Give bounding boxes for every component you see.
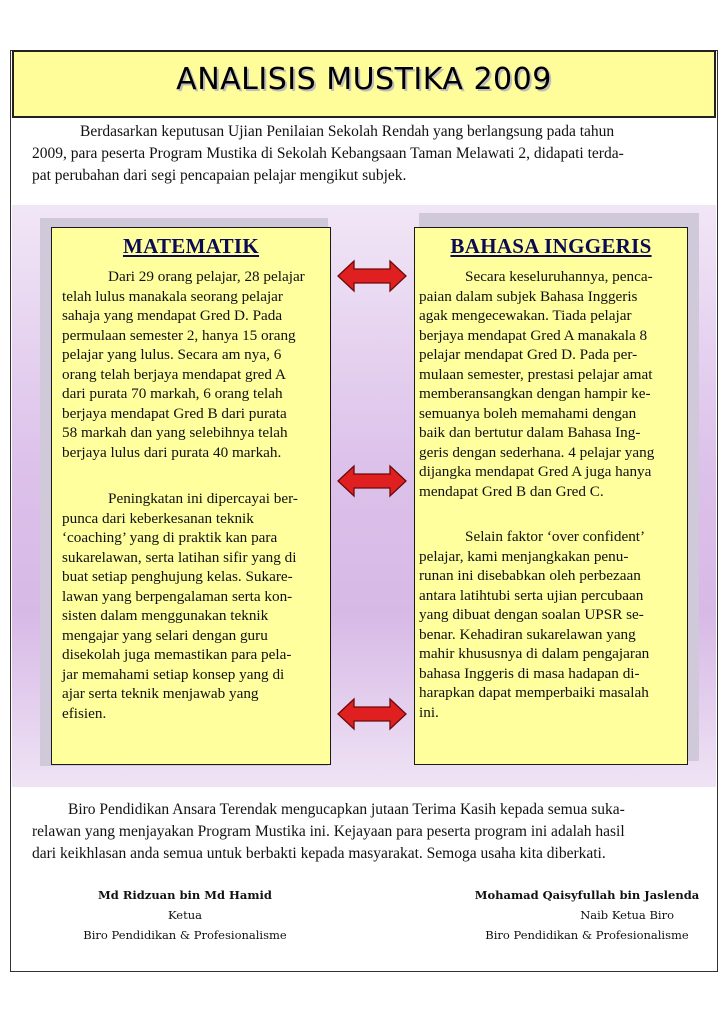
title-banner [12,50,716,118]
matematik-p1-line: permulaan semester 2, hanya 15 orang [62,326,296,344]
bahasa-p1-line: baik dan bertutur dalam Bahasa Ing- [419,424,641,441]
signature-left-role: Ketua [168,908,202,922]
bahasa-p1-line: mulaan semester, prestasi pelajar amat [419,365,653,383]
matematik-p2-line: Peningkatan ini dipercayai ber- [108,490,298,507]
bahasa-p2-line: mahir khususnya di dalam pengajaran [419,645,650,662]
matematik-p2-line: lawan yang berpengalaman serta kon- [62,587,293,605]
bahasa-p1-line: memberansangkan dengan hampir ke- [419,385,651,402]
matematik-p2-line: ajar serta teknik menjawab yang [62,685,259,702]
bahasa-heading: BAHASA INGGERIS [450,234,652,258]
bahasa-p2-line: runan ini disebabkan oleh perbezaan [419,567,641,584]
double-arrow-icon [336,696,408,732]
bahasa-paragraph-2 [415,527,687,722]
bahasa-p1-line: pelajar mendapat Gred D. Pada per- [419,346,638,363]
bahasa-p2-line: antara latihtubi serta ujian percubaan [419,586,644,604]
intro-line-1: Berdasarkan keputusan Ujian Penilaian Sekolah Rendah yang berlangsung pada tahun [80,123,615,140]
matematik-p1-line: berjaya lulus dari purata 40 markah. [62,443,282,461]
intro-line-3: pat perubahan dari segi pencapaian pelajar mengikut subjek. [32,167,407,184]
signature-right [462,888,712,942]
signature-right-name: Mohamad Qaisyfullah bin Jaslenda [474,888,700,902]
double-arrow-icon [336,258,408,294]
matematik-paragraph-2 [52,489,330,723]
bahasa-p2-line: bahasa Inggeris di masa hadapan di- [419,664,640,682]
matematik-p2-line: jar memahami setiap konsep yang di [62,665,285,683]
bahasa-paragraph-1 [415,267,687,501]
intro-line-2: 2009, para peserta Program Mustika di Sekolah Kebangsaan Taman Melawati 2, didapati terda- [32,145,624,162]
signature-right-dept: Biro Pendidikan & Profesionalisme [485,928,689,942]
bahasa-p1-line: geris dengan sederhana. 4 pelajar yang [419,443,655,461]
bahasa-p1-line: Secara keseluruhannya, penca- [465,268,653,285]
bahasa-p1-line: dijangka mendapat Gred A juga hanya [419,463,652,480]
bahasa-p1-line: agak mengecewakan. Tiada pelajar [419,307,632,324]
matematik-p1-line: 58 markah dan yang selebihnya telah [62,424,288,441]
bahasa-p1-line: mendapat Gred B dan Gred C. [419,482,604,500]
closing-line-1: Biro Pendidikan Ansara Terendak mengucapkan jutaan Terima Kasih kepada semua suka- [68,801,625,818]
bahasa-p2-line: pelajar, kami menjangkakan penu- [419,547,629,565]
matematik-p1-line: berjaya mendapat Gred B dari purata [62,404,287,422]
matematik-paragraph-1 [52,267,330,462]
bahasa-p1-line: berjaya mendapat Gred A manakala 8 [419,326,648,344]
matematik-p2-line: ‘coaching’ yang di praktik kan para [62,529,278,546]
matematik-p1-line: dari purata 70 markah, 6 orang telah [62,385,283,402]
bahasa-p2-line: Selain faktor ‘over confident’ [465,528,646,545]
bahasa-p2-line: ini. [419,703,439,721]
page-title: ANALISIS MUSTIKA 2009 [176,62,552,97]
signature-left [60,888,310,942]
matematik-p2-line: punca dari keberkesanan teknik [62,509,254,527]
matematik-p2-line: sukarelawan, serta latihan sifir yang di [62,548,297,566]
matematik-p1-line: telah lulus manakala seorang pelajar [62,287,283,305]
matematik-p2-line: disekolah juga memastikan para pela- [62,646,292,663]
matematik-p1-line: orang telah berjaya mendapat gred A [62,365,286,383]
intro-paragraph [32,121,700,187]
signature-right-role: Naib Ketua Biro [580,908,674,922]
matematik-heading: MATEMATIK [122,234,260,258]
closing-line-2: relawan yang menjayakan Program Mustika ini. Kejayaan para peserta program ini adalah hasil [32,823,625,840]
matematik-p2-line: sisten dalam menggunakan teknik [62,607,269,624]
bahasa-p1-line: semuanya boleh memahami dengan [419,404,637,422]
bahasa-panel [414,227,688,765]
closing-paragraph [32,799,704,865]
matematik-p1-line: sahaja yang mendapat Gred D. Pada [62,307,283,324]
bahasa-p1-line: paian dalam subjek Bahasa Inggeris [419,287,638,305]
signature-left-dept: Biro Pendidikan & Profesionalisme [83,928,287,942]
matematik-p1-line: pelajar yang lulus. Secara am nya, 6 [62,346,282,363]
matematik-p1-line: Dari 29 orang pelajar, 28 pelajar [108,268,305,285]
bahasa-p2-line: benar. Kehadiran sukarelawan yang [419,625,636,643]
matematik-panel [51,227,331,765]
matematik-p2-line: mengajar yang selari dengan guru [62,626,268,644]
matematik-p2-line: buat setiap penghujung kelas. Sukare- [62,568,293,585]
bahasa-p2-line: harapkan dapat memperbaiki masalah [419,684,649,701]
matematik-p2-line: efisien. [62,704,107,722]
closing-line-3: dari keikhlasan anda semua untuk berbakti kepada masyarakat. Semoga usaha kita diberkati. [32,845,606,862]
bahasa-p2-line: yang dibuat dengan soalan UPSR se- [419,606,644,623]
double-arrow-icon [336,463,408,499]
signature-left-name: Md Ridzuan bin Md Hamid [98,888,272,902]
